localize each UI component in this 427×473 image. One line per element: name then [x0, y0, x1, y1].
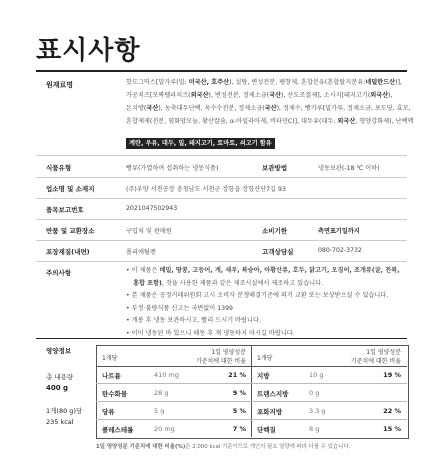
ingredients-text [126, 76, 416, 128]
packaging-value: 폴리에틸렌 [126, 249, 156, 256]
nutrition-footnote [96, 442, 350, 450]
head-right-ratio-1: 1일 영양성분 [366, 349, 401, 356]
return-value: 구입처 및 판매원 [126, 228, 172, 235]
maker-label: 업소명 및 소재지 [46, 185, 95, 193]
nutrient-amount: 0 g [309, 389, 320, 397]
ingredients-line: 핫도그믹스[밀가루(밀: 미국산, 호주산), 설탕, 변성전분, 팽창제, 혼합분유(혼합탈지분유:네덜란드산)], [126, 79, 402, 86]
divider [36, 240, 407, 241]
head-left-ratio [180, 348, 246, 366]
row-rule [96, 401, 407, 402]
divider [36, 219, 407, 220]
nutrient-percent: 5 % [232, 407, 246, 415]
packaging-label: 포장재질(내면) [46, 248, 90, 256]
head-left-ratio-1: 1일 영양성분 [211, 349, 246, 356]
nutrient-amount: 8 g [309, 425, 320, 433]
section-rule [36, 338, 407, 339]
row-rule [96, 419, 407, 420]
notes-label: 주의사항 [46, 269, 72, 277]
nutrient-percent: 7 % [232, 425, 246, 433]
head-right-ratio [335, 348, 401, 366]
cs-value: 080-702-3732 [318, 247, 362, 254]
report-label: 품목보고번호 [46, 206, 84, 214]
ingredients-line: 돈지방(국산), 농축대두단백, 옥수수전분, 정제소금(국산), 정제수, 빵가루[밀가루, 정제소금, 포도당, 효모, [126, 105, 411, 112]
nutrient-amount: 28 g [154, 389, 169, 397]
nutrient-name: 지방 [257, 372, 270, 380]
storage-label: 보관방법 [262, 164, 288, 172]
report-value: 2021047502943 [126, 205, 178, 212]
nutrient-amount: 5 g [154, 407, 165, 415]
nutrient-name: 나트륨 [102, 372, 121, 380]
per-label: 1개(80 g)당 [46, 407, 83, 415]
notes-list [126, 265, 416, 341]
top-rule [36, 70, 407, 72]
footnote-bold: 1일 영양성분 기준치에 대한 비율(%) [96, 444, 186, 450]
type-value: 빵류(가열하여 섭취하는 냉동식품) [126, 165, 219, 172]
cs-label: 고객상담실 [262, 248, 294, 256]
nutrient-percent: 22 % [383, 407, 401, 415]
ingredients-line: 혼합제제(전분, 염화암모늄, 황산칼슘, α-아밀라아제, 비타민C)], 대두유(대두: 외국산, 영양강화제), 난백액 [126, 118, 414, 125]
nutrient-amount: 10 g [309, 371, 324, 379]
nutrient-name: 당류 [102, 408, 115, 416]
nutrient-percent: 15 % [383, 425, 401, 433]
nutrient-name: 포화지방 [257, 408, 283, 416]
nutrient-name: 탄수화물 [102, 390, 128, 398]
nutrient-name: 콜레스테롤 [102, 426, 134, 434]
note-item: 홍합 포함), 잣을 사용한 제품과 같은 제조시설에서 제조하고 있습니다. [133, 279, 324, 287]
head-right-per: 1개당 [257, 355, 273, 362]
storage-value: 냉동보관(-18 ℃ 이하) [318, 165, 380, 172]
maker-value: (주)우양 서천공장 충청남도 서천군 장항읍 장항산단7길 93 [126, 186, 286, 193]
note-item: • 이 제품은 메밀, 땅콩, 고등어, 게, 새우, 복숭아, 아황산류, 호두, 닭고기, 오징어, 조개류(굴, 전복, [126, 265, 416, 278]
page-title: 표시사항 [36, 36, 141, 66]
allergen-box [126, 130, 275, 149]
total-value: 400 g [46, 384, 69, 392]
ingredients-label: 원재료명 [46, 81, 74, 89]
per-value: 235 kcal [46, 418, 74, 426]
ingredients-line: 가공치즈[모짜렐라치즈(외국산), 변성전분, 정제소금(국산), 산도조절제], 소시지[돼지고기(외국산), [126, 92, 393, 99]
note-item: • 본 제품은 공정거래위원회 고시 소비자 분쟁해결기준에 의거 교환 또는 보상받으실 수 있습니다. [126, 290, 416, 303]
footnote-rest: 은 2,000 kcal 기준이므로 개인의 필요 열량에 따라 다를 수 있습니다. [185, 444, 351, 450]
expiry-label: 소비기한 [262, 227, 288, 235]
note-item: • 이미 냉동된 바 있으니 해동 후 재 냉동하지 마시길 바랍니다. [126, 328, 416, 341]
nutrient-name: 트랜스지방 [257, 390, 289, 398]
type-label: 식품유형 [46, 164, 72, 172]
nutrient-percent: 9 % [232, 389, 246, 397]
head-left-per: 1개당 [102, 355, 118, 362]
nutrition-label: 영양정보 [46, 347, 72, 355]
note-item: • 개봉 후 냉동 보관하시고, 빨리 드시기 바랍니다. [126, 315, 416, 328]
nutrient-amount: 20 mg [154, 425, 175, 433]
row-rule [96, 383, 407, 384]
nutrient-percent: 21 % [228, 371, 246, 379]
nutrient-name: 단백질 [257, 426, 276, 434]
nutrient-amount: 3.3 g [309, 407, 326, 415]
table-divider [251, 345, 252, 437]
total-label: 총 내용량 [46, 373, 74, 381]
head-right-ratio-2: 기준치에 대한 비율 [350, 358, 401, 365]
return-label: 반품 및 교환장소 [46, 227, 95, 235]
divider [36, 261, 407, 262]
head-left-ratio-2: 기준치에 대한 비율 [195, 358, 246, 365]
divider [36, 155, 407, 156]
divider [36, 177, 407, 178]
nutrient-amount: 410 mg [154, 371, 179, 379]
nutrient-percent: 19 % [383, 371, 401, 379]
divider [36, 198, 407, 199]
table-head-rule [96, 366, 407, 367]
note-item: • 부정·불량식품 신고는 국번없이 1399 [126, 303, 416, 316]
allergen-text: 계란, 우유, 대두, 밀, 돼지고기, 토마토, 쇠고기 함유 [126, 138, 275, 149]
expiry-value: 측면표기일까지 [318, 228, 360, 235]
